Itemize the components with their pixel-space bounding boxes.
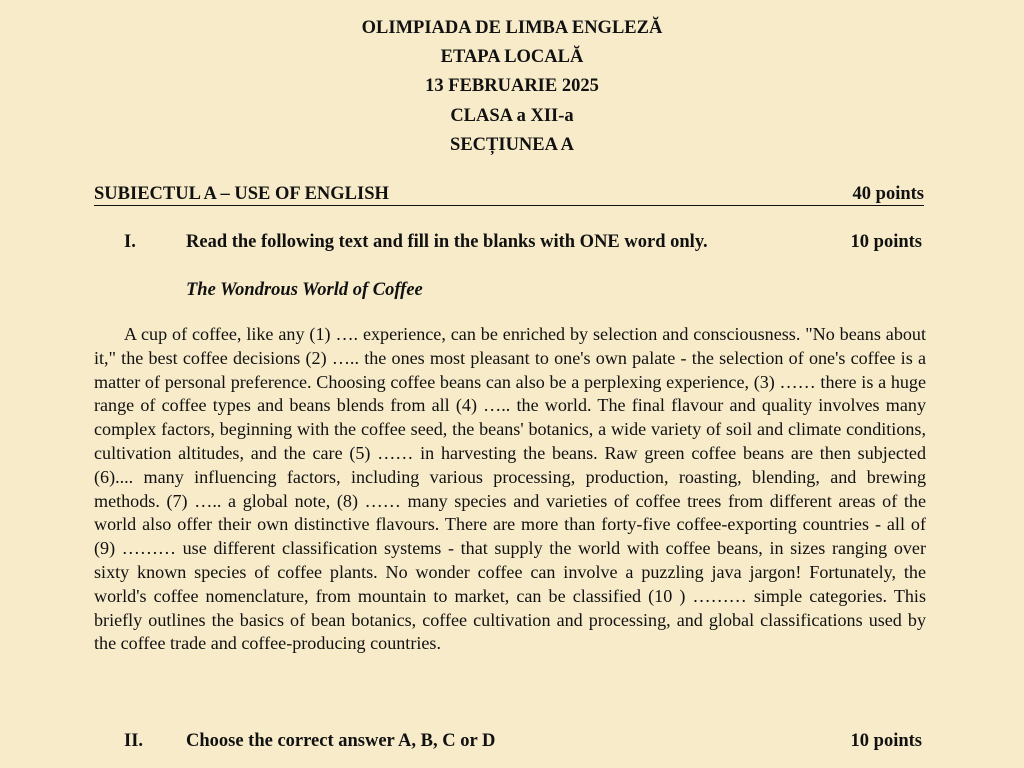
text-title: The Wondrous World of Coffee [186,280,423,300]
subject-points: 40 points [852,184,924,204]
task-2-instruction: Choose the correct answer A, B, C or D [186,731,496,751]
document-header [0,14,1024,160]
task-1-points: 10 points [850,232,922,252]
task-1-instruction: Read the following text and fill in the blanks with ONE word only. [186,232,708,252]
reading-passage: A cup of coffee, like any (1) …. experience, can be enriched by selection and consciousness. "No beans about it," the best coffee decisions (2) ….. the ones most pleasant to one's own palate - the selection of one's coffee is a matter of personal preference. Choosing coffee beans can also be a perplexing experience, (3) …… there is a huge range of coffee types and beans blends from all (4) ….. the world. The final flavour and quality involves many complex factors, beginning with the coffee seed, the beans' botanics, a wide variety of soil and climate conditions, cultivation altitudes, and the care (5) …… in harvesting the beans. Raw green coffee beans are then subjected (6).... many influencing factors, including various processing, production, roasting, blending, and brewing methods. (7) ….. a global note, (8) …… many species and varieties of coffee trees from different areas of the world also offer their own distinctive flavours. There are more than forty-five coffee-exporting countries - all of (9) ……… use different classification systems - that supply the world with coffee beans, in sizes ranging over sixty known species of coffee plants. No wonder coffee can involve a puzzling java jargon! Fortunately, the world's coffee nomenclature, from mountain to market, can be classified (10 ) ……… simple categories. This briefly outlines the basics of bean botanics, coffee cultivation and processing, and global classifications used by the coffee trade and coffee-producing countries. [94,324,926,654]
exam-date: 13 FEBRUARIE 2025 [425,76,599,97]
subject-title: SUBIECTUL A – USE OF ENGLISH [94,184,389,204]
class-level: CLASA a XII-a [450,105,574,126]
subject-heading [94,183,924,206]
task-2-numeral: II. [124,731,144,751]
stage-title: ETAPA LOCALĂ [440,47,584,68]
section-title: SECȚIUNEA A [450,134,574,155]
task-1-numeral: I. [124,232,136,252]
olympiad-title: OLIMPIADA DE LIMBA ENGLEZĂ [361,18,663,38]
task-2-points: 10 points [850,731,922,751]
